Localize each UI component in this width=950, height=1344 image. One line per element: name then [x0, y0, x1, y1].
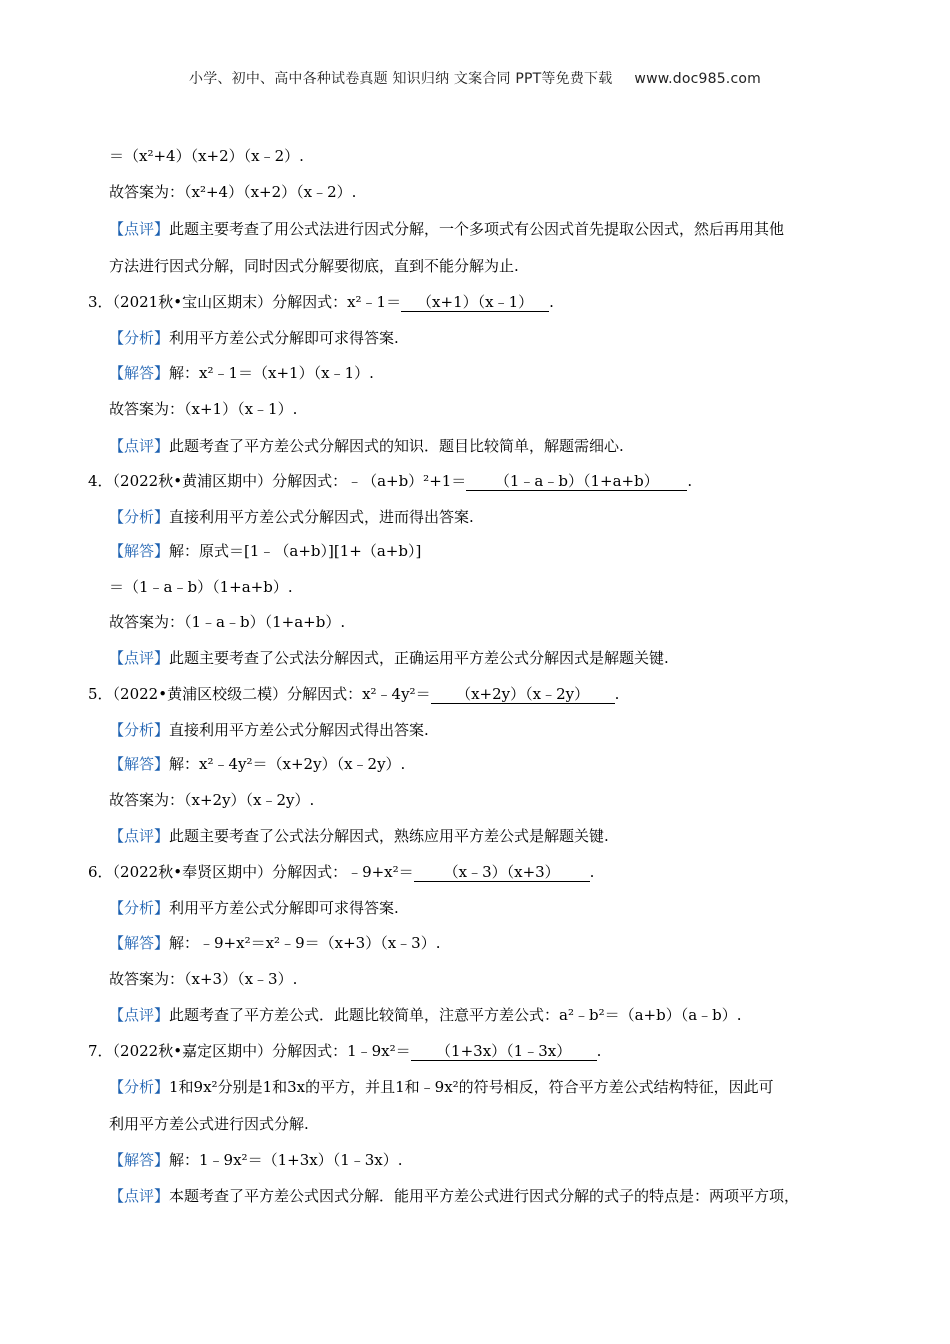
header-site[interactable]: www.doc985.com	[634, 71, 761, 87]
question-4	[88, 471, 692, 491]
period: .	[549, 293, 554, 311]
analysis-tag: 【分析】	[109, 1078, 170, 1096]
solution-text: 解：x²﹣4y²＝（x+2y）（x﹣2y）.	[169, 755, 406, 773]
analysis-text: 直接利用平方差公式分解因式，进而得出答案.	[169, 508, 474, 526]
page-header	[0, 68, 950, 88]
comment-line	[109, 826, 609, 846]
question-text: 7．（2022秋•嘉定区期中）分解因式：1﹣9x²＝	[88, 1042, 411, 1060]
solution-line	[109, 1150, 403, 1170]
analysis-text: 利用平方差公式分解即可求得答案.	[169, 899, 399, 917]
question-text: 3．（2021秋•宝山区期末）分解因式：x²﹣1＝	[88, 293, 402, 311]
analysis-line	[109, 507, 474, 527]
solution-text: 解：x²﹣1＝（x+1）（x﹣1）.	[169, 364, 374, 382]
analysis-tag: 【分析】	[109, 508, 170, 526]
comment-text: 本题考查了平方差公式因式分解．能用平方差公式进行因式分解的式子的特点是：两项平方项，	[169, 1187, 800, 1205]
comment-text: 此题考查了平方差公式．此题比较简单，注意平方差公式：a²﹣b²＝（a+b）（a﹣b）.	[169, 1006, 742, 1024]
comment-line	[109, 1186, 799, 1206]
analysis-tag: 【分析】	[109, 899, 170, 917]
analysis-text: 利用平方差公式分解即可求得答案.	[169, 329, 399, 347]
header-left-text: 小学、初中、高中各种试卷真题 知识归纳 文案合同 PPT等免费下载	[189, 71, 613, 87]
text-line: 利用平方差公式进行因式分解.	[109, 1115, 309, 1133]
solution-tag: 【解答】	[109, 934, 170, 952]
solution-tag: 【解答】	[109, 364, 170, 382]
analysis-text: 1和9x²分别是1和3x的平方，并且1和﹣9x²的符号相反，符合平方差公式结构特征，因此可	[169, 1078, 774, 1096]
comment-text: 此题主要考查了公式法分解因式，熟练应用平方差公式是解题关键.	[169, 827, 609, 845]
comment-text: 此题主要考查了公式法分解因式，正确运用平方差公式分解因式是解题关键.	[169, 649, 669, 667]
period: .	[614, 685, 620, 703]
answer-line: 故答案为：（x+2y）（x﹣2y）.	[109, 791, 315, 809]
comment-line	[109, 436, 624, 456]
solution-tag: 【解答】	[109, 542, 170, 560]
analysis-line	[109, 328, 399, 348]
solution-line	[109, 541, 421, 561]
solution-text: 解：1﹣9x²＝（1+3x）（1﹣3x）.	[169, 1151, 403, 1169]
answer-blank: （1+3x）（1﹣3x）	[411, 1042, 597, 1061]
question-5	[88, 684, 619, 704]
analysis-line	[109, 898, 399, 918]
comment-line	[109, 1005, 742, 1025]
question-text: 4．（2022秋•黄浦区期中）分解因式：﹣（a+b）²+1＝	[88, 472, 467, 490]
answer-line: 故答案为：（x²+4）（x+2）（x﹣2）.	[109, 183, 357, 201]
comment-line	[109, 219, 784, 239]
comment-line	[109, 648, 669, 668]
answer-line: 故答案为：（x+1）（x﹣1）.	[109, 400, 298, 418]
answer-line: 故答案为：（1﹣a﹣b）（1+a+b）.	[109, 613, 346, 631]
solution-text: 解：﹣9+x²＝x²﹣9＝（x+3）（x﹣3）.	[169, 934, 441, 952]
solution-tag: 【解答】	[109, 755, 170, 773]
answer-blank: （x﹣3）（x+3）	[414, 863, 590, 882]
solution-tag: 【解答】	[109, 1151, 170, 1169]
comment-tag: 【点评】	[109, 1006, 170, 1024]
analysis-line	[109, 1077, 774, 1097]
analysis-tag: 【分析】	[109, 721, 170, 739]
question-text: 6．（2022秋•奉贤区期中）分解因式：﹣9+x²＝	[88, 863, 414, 881]
answer-blank: （x+2y）（x﹣2y）	[431, 685, 615, 704]
comment-text: 此题考查了平方差公式分解因式的知识．题目比较简单，解题需细心.	[169, 437, 624, 455]
answer-blank: （x+1）（x﹣1）	[401, 293, 549, 312]
question-6	[88, 862, 594, 882]
solution-text: 解：原式＝[1﹣（a+b）][1+（a+b）]	[169, 542, 422, 560]
analysis-text: 直接利用平方差公式分解因式得出答案.	[169, 721, 429, 739]
answer-blank: （1﹣a﹣b）（1+a+b）	[466, 472, 687, 491]
comment-tag: 【点评】	[109, 220, 170, 238]
period: .	[589, 863, 595, 881]
question-3	[88, 292, 554, 312]
period: .	[596, 1042, 602, 1060]
analysis-tag: 【分析】	[109, 329, 170, 347]
comment-tag: 【点评】	[109, 827, 170, 845]
comment-tag: 【点评】	[109, 649, 170, 667]
period: .	[687, 472, 693, 490]
analysis-line	[109, 720, 429, 740]
text-line: ＝（x²+4）（x+2）（x﹣2）.	[109, 147, 304, 165]
solution-line	[109, 754, 405, 774]
comment-tag: 【点评】	[109, 1187, 170, 1205]
text-line: 方法进行因式分解，同时因式分解要彻底，直到不能分解为止.	[109, 257, 519, 275]
solution-line	[109, 363, 374, 383]
question-text: 5．（2022•黄浦区校级二模）分解因式：x²﹣4y²＝	[88, 685, 431, 703]
comment-text: 此题主要考查了用公式法进行因式分解，一个多项式有公因式首先提取公因式，然后再用其他	[169, 220, 785, 238]
answer-line: 故答案为：（x+3）（x﹣3）.	[109, 970, 298, 988]
question-7	[88, 1041, 601, 1061]
comment-tag: 【点评】	[109, 437, 170, 455]
text-line: ＝（1﹣a﹣b）（1+a+b）.	[109, 578, 293, 596]
solution-line	[109, 933, 440, 953]
